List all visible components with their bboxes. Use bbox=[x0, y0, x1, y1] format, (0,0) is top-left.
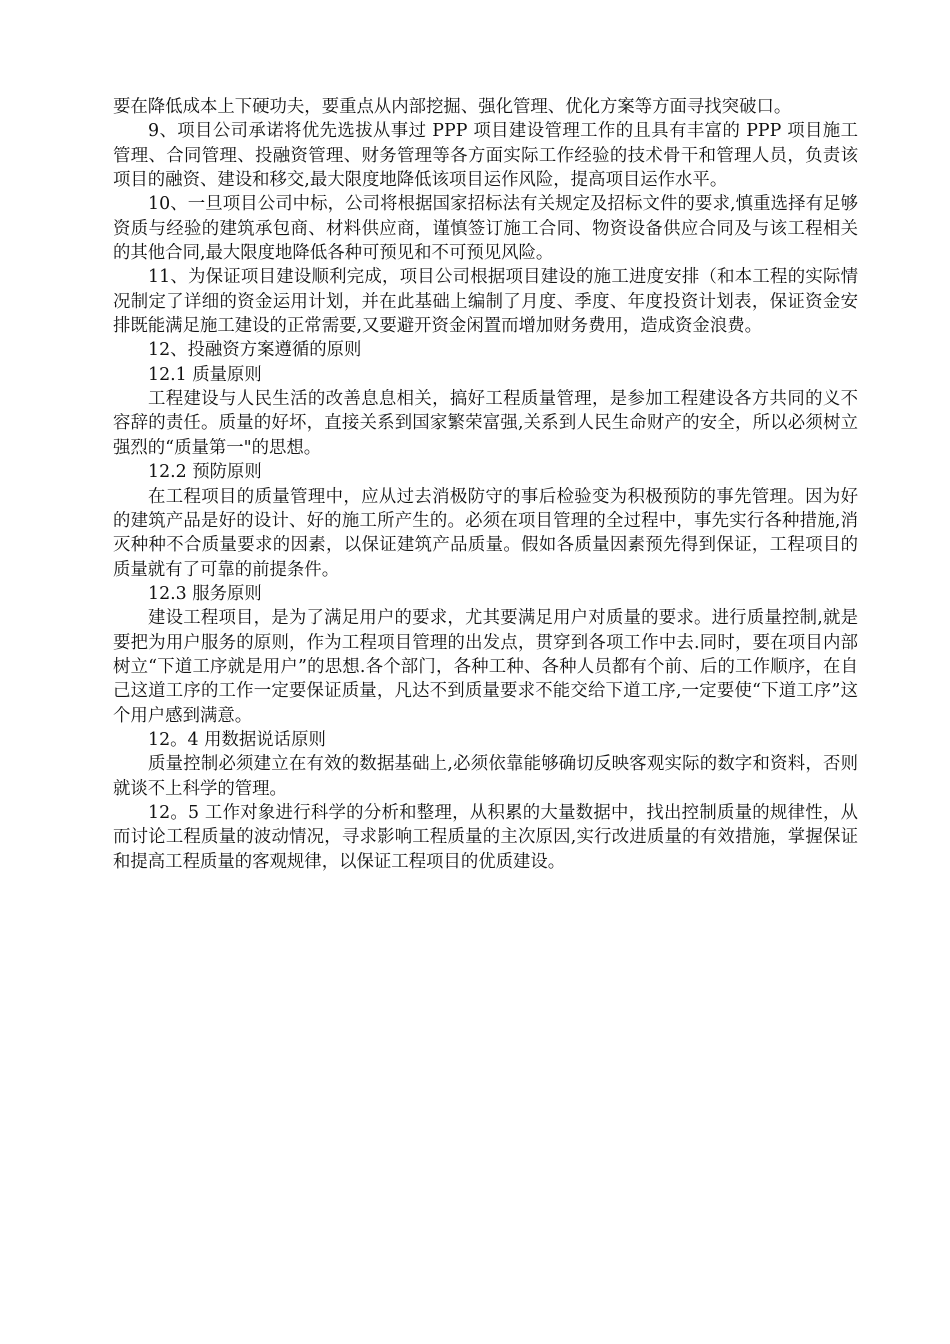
paragraph-item-12-5: 12。5 工作对象进行科学的分析和整理，从积累的大量数据中，找出控制质量的规律性，从而讨论工程质量的波动情况，寻求影响工程质量的主次原因,实行改进质量的有效措施，掌握保证和提高工程质量的客观规律，以保证工程项目的优质建设。 bbox=[113, 802, 858, 872]
subheading-12-4: 12。4 用数据说话原则 bbox=[148, 729, 326, 750]
paragraph-continuation: 要在降低成本上下硬功夫，要重点从内部挖掘、强化管理、优化方案等方面寻找突破口。 bbox=[113, 97, 792, 117]
paragraph-prevention-principle: 在工程项目的质量管理中，应从过去消极防守的事后检验变为积极预防的事先管理。因为好的建筑产品是好的设计、好的施工所产生的。必须在项目管理的全过程中，事先实行各种措施,消灭种种不合质量要求的因素，以保证建筑产品质量。假如各质量因素预先得到保证，工程项目的质量就有了可靠的前提条件。 bbox=[113, 486, 858, 580]
paragraph-item-11: 11、为保证项目建设顺利完成，项目公司根据项目建设的施工进度安排（和本工程的实际情况制定了详细的资金运用计划，并在此基础上编制了月度、季度、年度投资计划表，保证资金安排既能满足施工建设的正常需要,又要避开资金闲置而增加财务费用，造成资金浪费。 bbox=[113, 267, 858, 337]
paragraph-quality-principle: 工程建设与人民生活的改善息息相关，搞好工程质量管理，是参加工程建设各方共同的义不容辞的责任。质量的好坏，直接关系到国家繁荣富强,关系到人民生命财产的安全，所以必须树立强烈的“质量第一"的思想。 bbox=[113, 389, 858, 458]
subheading-12-3: 12.3 服务原则 bbox=[148, 583, 262, 604]
subheading-12-2: 12.2 预防原则 bbox=[148, 462, 262, 483]
subheading-12-1: 12.1 质量原则 bbox=[148, 364, 262, 385]
paragraph-data-principle: 质量控制必须建立在有效的数据基础上,必须依靠能够确切反映客观实际的数字和资料，否则就谈不上科学的管理。 bbox=[113, 754, 858, 799]
paragraph-service-principle: 建设工程项目，是为了满足用户的要求，尤其要满足用户对质量的要求。进行质量控制,就是要把为用户服务的原则，作为工程项目管理的出发点，贯穿到各项工作中去.同时，要在项目内部树立“下道工序就是用户”的思想.各个部门，各种工种、各种人员都有个前、后的工作顺序，在自己这道工序的工作一定要保证质量，凡达不到质量要求不能交给下道工序,一定要使“下道工序”这个用户感到满意。 bbox=[113, 608, 858, 726]
paragraph-item-9: 9、项目公司承诺将优先选拔从事过 PPP 项目建设管理工作的且具有丰富的 PPP 项目施工管理、合同管理、投融资管理、财务管理等各方面实际工作经验的技术骨干和管理人员，负责该项目的融资、建设和移交,最大限度地降低该项目运作风险，提高项目运作水平。 bbox=[113, 121, 858, 191]
paragraph-item-10: 10、一旦项目公司中标，公司将根据国家招标法有关规定及招标文件的要求,慎重选择有足够资质与经验的建筑承包商、材料供应商，谨慎签订施工合同、物资设备供应合同及与该工程相关的其他合同,最大限度地降低各种可预见和不可预见风险。 bbox=[113, 194, 858, 264]
document-page bbox=[113, 95, 858, 874]
section-heading-12: 12、投融资方案遵循的原则 bbox=[148, 340, 362, 361]
